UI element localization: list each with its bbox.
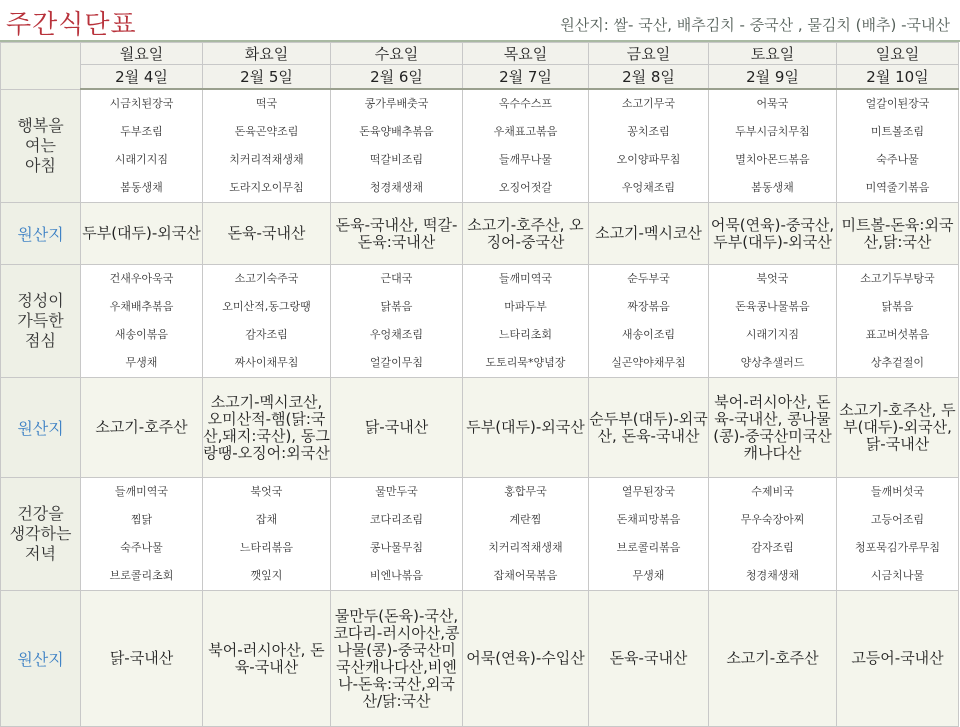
menu-item: 새송이조림 xyxy=(621,328,676,341)
origin-cell: 닭-국내산 xyxy=(331,378,463,478)
menu-item: 들깨미역국 xyxy=(498,272,553,285)
origin-row xyxy=(1,203,959,265)
menu-item: 건새우아욱국 xyxy=(109,272,174,285)
menu-item: 시래기지짐 xyxy=(114,153,169,166)
origin-cell: 닭-국내산 xyxy=(81,591,203,727)
menu-item: 멸치아몬드볶음 xyxy=(735,153,810,166)
menu-cell xyxy=(709,89,837,203)
menu-item: 물만두국 xyxy=(375,485,418,498)
menu-item: 어묵국 xyxy=(756,97,789,110)
menu-item: 브로콜리초회 xyxy=(109,569,174,582)
menu-item: 돈육양배추볶음 xyxy=(359,125,434,138)
origin-label: 원산지 xyxy=(1,591,81,727)
day-date: 2월 8일 xyxy=(589,65,709,90)
menu-item: 상추겉절이 xyxy=(870,356,925,369)
menu-item: 수제비국 xyxy=(751,485,794,498)
menu-item: 홍합무국 xyxy=(504,485,547,498)
origin-cell: 소고기-호주산, 두부(대두)-외국산, 닭-국내산 xyxy=(837,378,959,478)
menu-item: 무생채 xyxy=(632,569,665,582)
origin-cell: 소고기-호주산 xyxy=(81,378,203,478)
menu-item: 계란찜 xyxy=(509,513,542,526)
menu-item: 잡채 xyxy=(255,513,278,526)
meal-row xyxy=(1,89,959,203)
menu-item: 북엇국 xyxy=(250,485,283,498)
menu-item: 짜사이채무침 xyxy=(234,356,299,369)
meal-label: 정성이 가득한 점심 xyxy=(1,265,81,378)
menu-cell xyxy=(203,89,331,203)
day-name: 화요일 xyxy=(203,43,331,65)
menu-item: 시금치된장국 xyxy=(109,97,174,110)
origin-cell: 미트볼-돈육:외국산,닭:국산 xyxy=(837,203,959,265)
menu-cell xyxy=(589,89,709,203)
menu-item: 숙주나물 xyxy=(120,541,163,554)
day-date: 2월 7일 xyxy=(463,65,589,90)
day-name: 월요일 xyxy=(81,43,203,65)
menu-item: 시금치나물 xyxy=(870,569,925,582)
menu-item: 잡채어묵볶음 xyxy=(493,569,558,582)
menu-item: 브로콜리볶음 xyxy=(616,541,681,554)
menu-item: 얼갈이된장국 xyxy=(865,97,930,110)
menu-cell xyxy=(81,478,203,591)
menu-item: 숙주나물 xyxy=(876,153,919,166)
origin-cell: 소고기-호주산, 오징어-중국산 xyxy=(463,203,589,265)
menu-item: 들깨무나물 xyxy=(498,153,553,166)
meal-row xyxy=(1,478,959,591)
menu-item: 무생채 xyxy=(125,356,158,369)
origin-cell: 북어-러시아산, 돈육-국내산 xyxy=(203,591,331,727)
origin-cell: 두부(대두)-외국산 xyxy=(81,203,203,265)
menu-item: 우엉채조림 xyxy=(621,181,676,194)
day-name: 금요일 xyxy=(589,43,709,65)
menu-item: 청포묵김가루무침 xyxy=(854,541,940,554)
menu-item: 돈육곤약조림 xyxy=(234,125,299,138)
menu-item: 봄동생채 xyxy=(120,181,163,194)
menu-item: 봄동생채 xyxy=(751,181,794,194)
day-name-row xyxy=(1,43,959,65)
origin-cell: 돈육-국내산, 떡갈-돈육:국내산 xyxy=(331,203,463,265)
menu-item: 꽁치조림 xyxy=(627,125,670,138)
origin-cell: 두부(대두)-외국산 xyxy=(463,378,589,478)
menu-cell xyxy=(837,89,959,203)
page-title: 주간식단표 xyxy=(6,10,137,40)
day-date: 2월 9일 xyxy=(709,65,837,90)
origin-label: 원산지 xyxy=(1,378,81,478)
menu-item: 감자조림 xyxy=(245,328,288,341)
menu-item: 북엇국 xyxy=(756,272,789,285)
menu-item: 들깨미역국 xyxy=(114,485,169,498)
origin-cell: 돈육-국내산 xyxy=(589,591,709,727)
menu-item: 두부시금치무침 xyxy=(735,125,810,138)
menu-item: 우엉채조림 xyxy=(369,328,424,341)
menu-item: 비엔나볶음 xyxy=(369,569,424,582)
origin-row xyxy=(1,591,959,727)
menu-item: 오미산적,동그랑땡 xyxy=(222,300,311,313)
page-header xyxy=(0,0,960,42)
day-date-row xyxy=(1,65,959,90)
meal-label: 건강을 생각하는 저녁 xyxy=(1,478,81,591)
menu-item: 오징어젓갈 xyxy=(498,181,553,194)
menu-cell xyxy=(81,89,203,203)
menu-cell xyxy=(331,89,463,203)
origin-cell: 어묵(연육)-수입산 xyxy=(463,591,589,727)
menu-item: 치커리적채생채 xyxy=(488,541,563,554)
day-name: 수요일 xyxy=(331,43,463,65)
day-date: 2월 6일 xyxy=(331,65,463,90)
origin-cell: 북어-러시아산, 돈육-국내산, 콩나물(콩)-중국산미국산캐나다산 xyxy=(709,378,837,478)
menu-cell xyxy=(837,478,959,591)
menu-item: 미트볼조림 xyxy=(870,125,925,138)
menu-item: 감자조림 xyxy=(751,541,794,554)
day-name: 목요일 xyxy=(463,43,589,65)
table-corner xyxy=(1,43,81,90)
origin-cell: 돈육-국내산 xyxy=(203,203,331,265)
menu-cell xyxy=(203,265,331,378)
menu-item: 콩나물무침 xyxy=(369,541,424,554)
menu-cell xyxy=(331,478,463,591)
menu-cell xyxy=(589,478,709,591)
menu-item: 들깨버섯국 xyxy=(870,485,925,498)
menu-item: 느타리초회 xyxy=(498,328,553,341)
menu-item: 순두부국 xyxy=(627,272,670,285)
origin-cell: 소고기-멕시코산, 오미산적-햄(닭:국산,돼지:국산), 동그랑땡-오징어:외국산 xyxy=(203,378,331,478)
day-date: 2월 5일 xyxy=(203,65,331,90)
menu-item: 청경채생채 xyxy=(745,569,800,582)
menu-item: 깻잎지 xyxy=(250,569,283,582)
origin-cell: 고등어-국내산 xyxy=(837,591,959,727)
menu-item: 고등어조림 xyxy=(870,513,925,526)
menu-item: 돈육콩나물볶음 xyxy=(735,300,810,313)
menu-cell xyxy=(463,89,589,203)
menu-item: 두부조림 xyxy=(120,125,163,138)
origin-row xyxy=(1,378,959,478)
menu-cell xyxy=(709,265,837,378)
menu-item: 얼갈이무침 xyxy=(369,356,424,369)
menu-item: 치커리적채생채 xyxy=(229,153,304,166)
menu-item: 우채표고볶음 xyxy=(493,125,558,138)
menu-item: 닭볶음 xyxy=(881,300,914,313)
menu-item: 근대국 xyxy=(380,272,413,285)
origin-cell: 소고기-호주산 xyxy=(709,591,837,727)
menu-cell xyxy=(331,265,463,378)
menu-item: 새송이볶음 xyxy=(114,328,169,341)
menu-item: 청경채생채 xyxy=(369,181,424,194)
menu-cell xyxy=(81,265,203,378)
menu-item: 콩가루배춧국 xyxy=(364,97,429,110)
origin-cell: 소고기-멕시코산 xyxy=(589,203,709,265)
day-name: 일요일 xyxy=(837,43,959,65)
menu-item: 소고기숙주국 xyxy=(234,272,299,285)
menu-cell xyxy=(837,265,959,378)
menu-item: 우채배추볶음 xyxy=(109,300,174,313)
menu-cell xyxy=(463,265,589,378)
menu-item: 옥수수스프 xyxy=(498,97,553,110)
menu-item: 마파두부 xyxy=(504,300,547,313)
menu-item: 느타리볶음 xyxy=(239,541,294,554)
menu-item: 소고기무국 xyxy=(621,97,676,110)
menu-item: 도라지오이무침 xyxy=(229,181,304,194)
origin-cell: 순두부(대두)-외국산, 돈육-국내산 xyxy=(589,378,709,478)
menu-item: 시래기지짐 xyxy=(745,328,800,341)
day-date: 2월 10일 xyxy=(837,65,959,90)
menu-item: 떡국 xyxy=(255,97,278,110)
day-date: 2월 4일 xyxy=(81,65,203,90)
meal-row xyxy=(1,265,959,378)
meal-label: 행복을 여는 아침 xyxy=(1,89,81,203)
menu-item: 양상추샐러드 xyxy=(740,356,805,369)
menu-item: 표고버섯볶음 xyxy=(865,328,930,341)
origin-cell: 어묵(연육)-중국산, 두부(대두)-외국산 xyxy=(709,203,837,265)
menu-item: 실곤약야채무침 xyxy=(611,356,686,369)
origin-label: 원산지 xyxy=(1,203,81,265)
menu-item: 짜장볶음 xyxy=(627,300,670,313)
menu-item: 도토리묵*양념장 xyxy=(485,356,566,369)
menu-cell xyxy=(589,265,709,378)
menu-item: 닭볶음 xyxy=(380,300,413,313)
menu-item: 돈채피망볶음 xyxy=(616,513,681,526)
menu-item: 열무된장국 xyxy=(621,485,676,498)
menu-cell xyxy=(709,478,837,591)
origin-cell: 물만두(돈육)-국산,코다리-러시아산,콩나물(콩)-중국산미국산캐나다산,비엔나-돈육:국산,외국산/닭:국산 xyxy=(331,591,463,727)
menu-cell xyxy=(463,478,589,591)
menu-item: 찜닭 xyxy=(130,513,153,526)
menu-item: 코다리조림 xyxy=(369,513,424,526)
menu-cell xyxy=(203,478,331,591)
day-name: 토요일 xyxy=(709,43,837,65)
menu-item: 미역줄기볶음 xyxy=(865,181,930,194)
menu-item: 무우숙장아찌 xyxy=(740,513,805,526)
weekly-menu-table xyxy=(0,42,959,727)
origin-note: 원산지: 쌀- 국산, 배추김치 - 중국산 , 물김치 (배추) -국내산 xyxy=(560,16,950,34)
menu-item: 소고기두부탕국 xyxy=(860,272,935,285)
menu-item: 떡갈비조림 xyxy=(369,153,424,166)
menu-item: 오이양파무침 xyxy=(616,153,681,166)
